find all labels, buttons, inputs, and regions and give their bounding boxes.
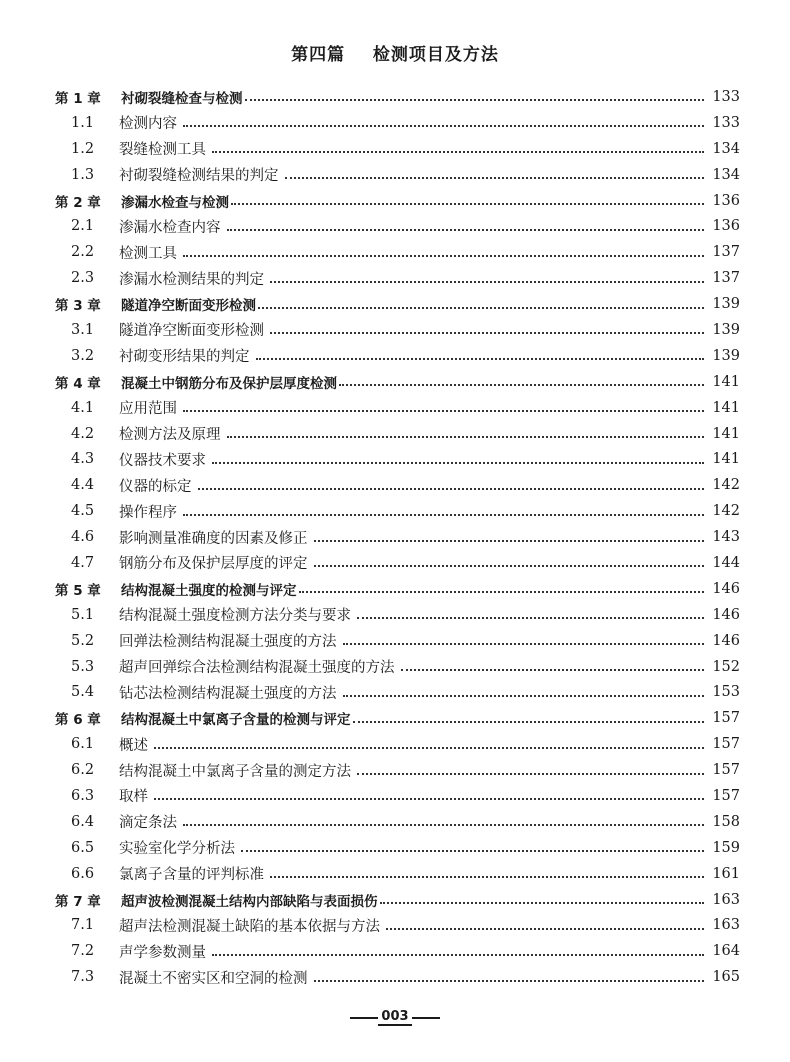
toc-entry-title: 检测方法及原理	[119, 427, 221, 444]
dot-leader	[227, 228, 705, 231]
dot-leader	[343, 694, 705, 697]
toc-entry-number: 7.1	[71, 917, 95, 934]
toc-section-entry	[55, 835, 740, 861]
toc-entry-title: 钻芯法检测结构混凝土强度的方法	[119, 685, 337, 702]
toc-entry-title: 回弹法检测结构混凝土强度的方法	[119, 634, 337, 651]
toc-entry-number: 4.7	[71, 554, 95, 571]
toc-entry-number: 第 3 章	[55, 298, 101, 315]
toc-entry-title: 实验室化学分析法	[119, 841, 235, 858]
toc-entry-title: 衬砌裂缝检查与检测	[121, 90, 243, 107]
dot-leader	[401, 668, 705, 671]
dot-leader	[314, 539, 705, 542]
page-title: 第四篇 检测项目及方法	[291, 45, 499, 65]
toc-section-entry	[55, 498, 740, 524]
toc-section-entry	[55, 213, 740, 239]
toc-entry-title: 仪器的标定	[119, 478, 192, 495]
toc-entry-number: 1.1	[71, 114, 95, 131]
toc-entry-title: 渗漏水检查内容	[119, 219, 221, 236]
toc-entry-page: 141	[712, 373, 740, 390]
toc-entry-title: 隧道净空断面变形检测	[119, 323, 264, 340]
toc-entry-title: 超声回弹综合法检测结构混凝土强度的方法	[119, 660, 395, 677]
toc-chapter-entry	[55, 369, 740, 395]
footer-rule-left	[350, 1017, 378, 1019]
toc-chapter-entry	[55, 576, 740, 602]
toc-entry-number: 第 1 章	[55, 90, 101, 107]
toc-entry-number: 1.3	[71, 166, 95, 183]
toc-entry-page: 136	[712, 218, 740, 235]
dot-leader	[357, 616, 704, 619]
toc-entry-number: 6.1	[71, 736, 95, 753]
toc-entry-title: 操作程序	[119, 504, 177, 521]
dot-leader	[270, 280, 704, 283]
toc-entry-number: 4.5	[71, 503, 95, 520]
toc-entry-page: 142	[712, 477, 740, 494]
toc-entry-page: 157	[712, 710, 740, 727]
toc-entry-page: 137	[712, 270, 740, 287]
toc-entry-number: 第 4 章	[55, 375, 101, 392]
toc-entry-title: 超声法检测混凝土缺陷的基本依据与方法	[119, 918, 380, 935]
toc-entry-title: 隧道净空断面变形检测	[121, 298, 256, 315]
toc-entry-page: 152	[712, 658, 740, 675]
toc-entry-number: 4.6	[71, 529, 95, 546]
toc-entry-title: 滴定条法	[119, 815, 177, 832]
toc-entry-title: 衬砌变形结果的判定	[119, 349, 250, 366]
toc-entry-title: 结构混凝土强度的检测与评定	[121, 582, 297, 599]
toc-entry-number: 4.4	[71, 477, 95, 494]
toc-section-entry	[55, 343, 740, 369]
dot-leader	[386, 927, 704, 930]
toc-section-entry	[55, 731, 740, 757]
toc-entry-page: 161	[712, 865, 740, 882]
toc-entry-title: 取样	[119, 789, 148, 806]
table-of-contents	[55, 84, 740, 990]
toc-entry-page: 139	[712, 296, 740, 313]
dot-leader	[154, 797, 704, 800]
toc-chapter-entry	[55, 887, 740, 913]
toc-entry-page: 139	[712, 347, 740, 364]
dot-leader	[183, 513, 704, 516]
toc-entry-number: 5.2	[71, 632, 95, 649]
toc-section-entry	[55, 162, 740, 188]
toc-section-entry	[55, 913, 740, 939]
dot-leader	[380, 901, 705, 904]
toc-section-entry	[55, 395, 740, 421]
toc-section-entry	[55, 861, 740, 887]
toc-entry-number: 2.3	[71, 270, 95, 287]
toc-entry-title: 结构混凝土中氯离子含量的检测与评定	[121, 712, 351, 729]
toc-entry-title: 检测内容	[119, 116, 177, 133]
toc-section-entry	[55, 628, 740, 654]
toc-section-entry	[55, 602, 740, 628]
footer-rule-right	[412, 1017, 440, 1019]
toc-entry-number: 5.1	[71, 606, 95, 623]
toc-entry-page: 141	[712, 425, 740, 442]
toc-entry-page: 146	[712, 580, 740, 597]
toc-chapter-entry	[55, 705, 740, 731]
toc-entry-page: 157	[712, 736, 740, 753]
toc-section-entry	[55, 654, 740, 680]
toc-entry-page: 146	[712, 632, 740, 649]
toc-entry-number: 5.4	[71, 684, 95, 701]
dot-leader	[270, 331, 704, 334]
toc-entry-page: 136	[712, 192, 740, 209]
toc-entry-page: 157	[712, 787, 740, 804]
toc-section-entry	[55, 472, 740, 498]
toc-entry-page: 134	[712, 140, 740, 157]
toc-section-entry	[55, 550, 740, 576]
toc-entry-title: 检测工具	[119, 245, 177, 262]
dot-leader	[212, 150, 704, 153]
toc-entry-number: 4.3	[71, 451, 95, 468]
toc-entry-number: 7.3	[71, 969, 95, 986]
toc-entry-title: 影响测量准确度的因素及修正	[119, 530, 308, 547]
toc-section-entry	[55, 265, 740, 291]
toc-entry-number: 第 6 章	[55, 712, 101, 729]
dot-leader	[154, 746, 704, 749]
toc-entry-page: 139	[712, 321, 740, 338]
toc-entry-number: 6.2	[71, 762, 95, 779]
dot-leader	[212, 953, 704, 956]
toc-entry-page: 137	[712, 244, 740, 261]
toc-entry-number: 3.2	[71, 347, 95, 364]
dot-leader	[212, 461, 704, 464]
dot-leader	[183, 823, 704, 826]
toc-entry-page: 141	[712, 399, 740, 416]
toc-entry-page: 133	[712, 114, 740, 131]
toc-entry-page: 164	[712, 943, 740, 960]
toc-entry-page: 146	[712, 606, 740, 623]
dot-leader	[339, 383, 704, 386]
toc-entry-number: 3.1	[71, 321, 95, 338]
dot-leader	[256, 357, 705, 360]
dot-leader	[198, 487, 705, 490]
dot-leader	[343, 642, 705, 645]
toc-entry-number: 4.1	[71, 399, 95, 416]
dot-leader	[314, 979, 705, 982]
dot-leader	[241, 849, 704, 852]
dot-leader	[285, 176, 705, 179]
toc-entry-title: 裂缝检测工具	[119, 142, 206, 159]
dot-leader	[357, 772, 704, 775]
toc-entry-title: 渗漏水检查与检测	[121, 194, 229, 211]
toc-entry-number: 4.2	[71, 425, 95, 442]
toc-section-entry	[55, 317, 740, 343]
toc-section-entry	[55, 679, 740, 705]
toc-entry-number: 6.4	[71, 813, 95, 830]
toc-section-entry	[55, 421, 740, 447]
toc-section-entry	[55, 239, 740, 265]
toc-section-entry	[55, 938, 740, 964]
toc-section-entry	[55, 783, 740, 809]
page-footer	[0, 1010, 790, 1026]
toc-section-entry	[55, 446, 740, 472]
dot-leader	[353, 720, 705, 723]
toc-entry-number: 6.3	[71, 787, 95, 804]
dot-leader	[183, 409, 704, 412]
toc-entry-page: 142	[712, 503, 740, 520]
toc-entry-number: 6.6	[71, 865, 95, 882]
toc-entry-page: 144	[712, 554, 740, 571]
dot-leader	[314, 564, 705, 567]
dot-leader	[245, 98, 705, 101]
toc-section-entry	[55, 809, 740, 835]
toc-section-entry	[55, 757, 740, 783]
dot-leader	[183, 254, 704, 257]
dot-leader	[183, 124, 704, 127]
toc-entry-number: 7.2	[71, 943, 95, 960]
toc-entry-title: 混凝土不密实区和空洞的检测	[119, 970, 308, 987]
toc-section-entry	[55, 524, 740, 550]
toc-entry-number: 2.1	[71, 218, 95, 235]
toc-entry-title: 仪器技术要求	[119, 452, 206, 469]
dot-leader	[299, 590, 705, 593]
toc-entry-number: 第 2 章	[55, 194, 101, 211]
dot-leader	[231, 202, 704, 205]
toc-section-entry	[55, 110, 740, 136]
toc-entry-title: 氯离子含量的评判标准	[119, 867, 264, 884]
toc-entry-page: 143	[712, 529, 740, 546]
toc-entry-page: 134	[712, 166, 740, 183]
toc-entry-page: 163	[712, 917, 740, 934]
toc-entry-title: 钢筋分布及保护层厚度的评定	[119, 556, 308, 573]
dot-leader	[258, 306, 704, 309]
toc-entry-title: 结构混凝土中氯离子含量的测定方法	[119, 763, 351, 780]
toc-entry-title: 渗漏水检测结果的判定	[119, 271, 264, 288]
toc-chapter-entry	[55, 84, 740, 110]
toc-entry-page: 163	[712, 891, 740, 908]
toc-entry-page: 159	[712, 839, 740, 856]
toc-entry-page: 165	[712, 969, 740, 986]
toc-entry-number: 第 5 章	[55, 582, 101, 599]
toc-entry-number: 1.2	[71, 140, 95, 157]
toc-entry-number: 5.3	[71, 658, 95, 675]
toc-section-entry	[55, 136, 740, 162]
toc-entry-number: 2.2	[71, 244, 95, 261]
dot-leader	[270, 875, 704, 878]
toc-entry-title: 概述	[119, 737, 148, 754]
toc-entry-page: 153	[712, 684, 740, 701]
dot-leader	[227, 435, 705, 438]
toc-entry-title: 超声波检测混凝土结构内部缺陷与表面损伤	[121, 893, 378, 910]
page-number: 003	[378, 1010, 411, 1026]
toc-section-entry	[55, 964, 740, 990]
toc-entry-page: 158	[712, 813, 740, 830]
toc-entry-page: 157	[712, 762, 740, 779]
toc-chapter-entry	[55, 188, 740, 214]
toc-entry-title: 应用范围	[119, 401, 177, 418]
toc-entry-number: 6.5	[71, 839, 95, 856]
toc-entry-title: 结构混凝土强度检测方法分类与要求	[119, 608, 351, 625]
toc-chapter-entry	[55, 291, 740, 317]
toc-entry-title: 衬砌裂缝检测结果的判定	[119, 168, 279, 185]
toc-entry-title: 混凝土中钢筋分布及保护层厚度检测	[121, 375, 337, 392]
toc-entry-page: 133	[712, 88, 740, 105]
toc-entry-page: 141	[712, 451, 740, 468]
toc-entry-title: 声学参数测量	[119, 944, 206, 961]
toc-entry-number: 第 7 章	[55, 893, 101, 910]
